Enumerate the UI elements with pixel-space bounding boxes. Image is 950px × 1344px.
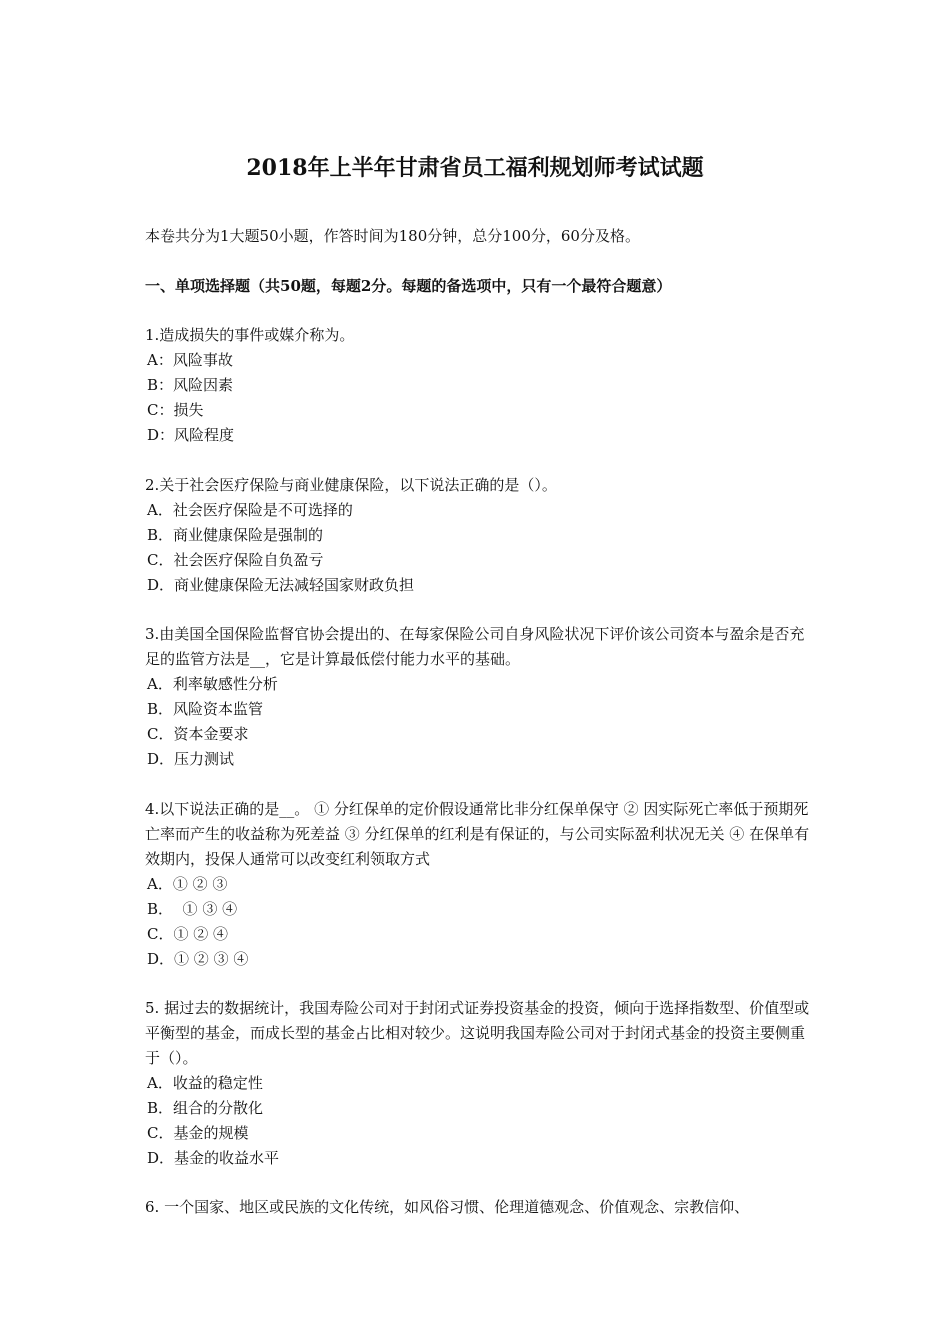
option-d: D：风险程度: [147, 426, 235, 444]
section-heading: 一、单项选择题（共50题，每题2分。每题的备选项中，只有一个最符合题意）: [145, 277, 672, 295]
option-a: A．社会医疗保险是不可选择的: [147, 501, 353, 519]
question-6: [145, 1195, 815, 1220]
option-c: C．① ② ④: [147, 925, 229, 943]
option-b: B．风险资本监管: [147, 700, 264, 718]
question-3: [145, 622, 815, 772]
question-stem: 6. 一个国家、地区或民族的文化传统，如风俗习惯、伦理道德观念、价值观念、宗教信仰、: [145, 1198, 750, 1216]
option-list: [145, 498, 815, 598]
option-list: [145, 672, 815, 772]
document-title: 2018年上半年甘肃省员工福利规划师考试试题: [246, 155, 704, 181]
question-stem: 3.由美国全国保险监督官协会提出的、在每家保险公司自身风险状况下评价该公司资本与盈余是否充足的监管方法是__，它是计算最低偿付能力水平的基础。: [145, 625, 805, 668]
option-b: B．商业健康保险是强制的: [147, 526, 324, 544]
question-4: [145, 797, 815, 972]
option-b: B． ① ③ ④: [147, 900, 238, 918]
option-list: [145, 348, 815, 448]
option-c: C．基金的规模: [147, 1124, 249, 1142]
question-1: [145, 323, 815, 448]
option-a: A：风险事故: [147, 351, 233, 369]
option-c: C．社会医疗保险自负盈亏: [147, 551, 324, 569]
option-c: C．资本金要求: [147, 725, 249, 743]
option-d: D．商业健康保险无法减轻国家财政负担: [147, 576, 415, 594]
option-a: A．利率敏感性分析: [147, 675, 278, 693]
question-stem: 5. 据过去的数据统计，我国寿险公司对于封闭式证券投资基金的投资，倾向于选择指数型、价值型或平衡型的基金，而成长型的基金占比相对较少。这说明我国寿险公司对于封闭式基金的投资主要侧重于（）。: [145, 999, 810, 1067]
question-stem: 4.以下说法正确的是__。 ① 分红保单的定价假设通常比非分红保单保守 ② 因实际死亡率低于预期死亡率而产生的收益称为死差益 ③ 分红保单的红利是有保证的，与公司实际盈利状况无关 ④ 在保单有效期内，投保人通常可以改变红利领取方式: [145, 800, 810, 868]
option-d: D．① ② ③ ④: [147, 950, 249, 968]
exam-intro: 本卷共分为1大题50小题，作答时间为180分钟，总分100分，60分及格。: [145, 227, 640, 245]
option-a: A．收益的稳定性: [147, 1074, 263, 1092]
question-5: [145, 996, 815, 1171]
question-stem: 1.造成损失的事件或媒介称为。: [145, 326, 355, 344]
option-b: B．组合的分散化: [147, 1099, 264, 1117]
option-a: A．① ② ③: [147, 875, 228, 893]
question-stem: 2.关于社会医疗保险与商业健康保险，以下说法正确的是（）。: [145, 476, 557, 494]
option-d: D．基金的收益水平: [147, 1149, 280, 1167]
option-b: B：风险因素: [147, 376, 234, 394]
option-d: D．压力测试: [147, 750, 235, 768]
option-list: [145, 872, 815, 972]
option-c: C：损失: [147, 401, 204, 419]
option-list: [145, 1071, 815, 1171]
question-2: [145, 473, 815, 598]
